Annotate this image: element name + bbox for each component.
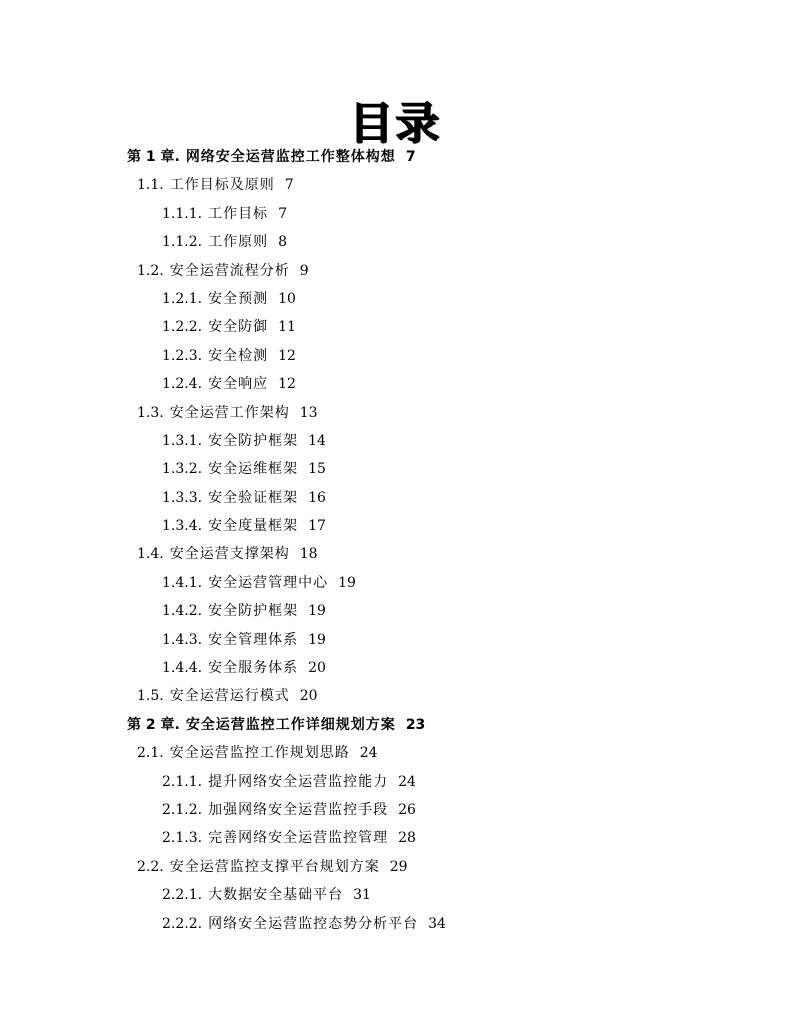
toc-entry[interactable] [0,853,791,881]
toc-entry-page-number: 28 [398,830,416,847]
toc-entry-page-number: 12 [278,376,296,393]
toc-entry-title: 安全运维框架 [208,461,299,478]
toc-entry-number: 第 1 章. [127,149,180,165]
toc-entry-number: 1.3. [137,404,164,421]
toc-entry-title: 安全防护框架 [208,603,299,620]
toc-entry-number: 2.1.2. [162,801,203,818]
toc-entry-number: 1.3.4. [162,518,203,535]
toc-entry-page-number: 16 [308,489,326,506]
table-of-contents [0,143,791,938]
toc-entry[interactable] [0,171,791,199]
toc-entry-page-number: 23 [405,716,426,733]
toc-entry-page-number: 31 [353,887,371,904]
toc-entry[interactable] [0,143,791,171]
toc-entry-page-number: 29 [389,858,408,875]
toc-entry-page-number: 15 [308,461,326,478]
toc-entry-number: 1.4.3. [162,631,203,648]
toc-entry-title: 安全响应 [208,376,269,393]
toc-entry-number: 2.2.1. [162,887,203,904]
toc-entry-title: 大数据安全基础平台 [208,887,344,904]
toc-entry[interactable] [0,484,791,512]
toc-entry-page-number: 18 [299,546,318,563]
toc-entry-number: 2.1.3. [162,830,203,847]
toc-entry-page-number: 12 [278,347,296,364]
toc-entry-number: 2.2. [137,858,164,875]
toc-entry[interactable] [0,313,791,341]
toc-entry-page-number: 7 [278,205,287,222]
toc-entry[interactable] [0,711,791,739]
toc-entry-number: 1.4.2. [162,603,203,620]
toc-entry-title: 安全运营流程分析 [169,262,290,279]
toc-entry-number: 1.5. [137,688,164,705]
toc-entry-title: 安全运营监控工作详细规划方案 [185,716,396,733]
toc-entry-page-number: 9 [299,262,309,279]
toc-entry-title: 安全检测 [208,347,269,364]
toc-entry-page-number: 8 [278,234,287,251]
toc-entry-title: 提升网络安全运营监控能力 [208,773,389,790]
toc-entry[interactable] [0,597,791,625]
toc-entry[interactable] [0,455,791,483]
toc-entry-number: 1.3.1. [162,432,203,449]
toc-entry-page-number: 26 [398,801,416,818]
toc-entry-number: 1.2. [137,262,164,279]
toc-entry-number: 1.2.2. [162,319,203,336]
toc-entry-number: 1.2.3. [162,347,203,364]
toc-entry-number: 1.2.1. [162,290,203,307]
toc-entry[interactable] [0,257,791,285]
toc-entry-number: 2.1.1. [162,773,203,790]
toc-entry-title: 安全管理体系 [208,631,299,648]
toc-entry-title: 工作目标 [208,205,269,222]
toc-entry-number: 1.1. [137,177,164,194]
toc-entry[interactable] [0,768,791,796]
toc-entry[interactable] [0,370,791,398]
toc-entry[interactable] [0,881,791,909]
toc-entry-title: 安全运营监控工作规划思路 [169,745,350,762]
toc-entry-title: 安全防御 [208,319,269,336]
toc-entry-page-number: 20 [299,688,318,705]
toc-entry-title: 网络安全运营监控工作整体构想 [185,149,396,165]
toc-entry-page-number: 7 [405,149,416,165]
toc-entry-page-number: 13 [299,404,318,421]
toc-entry[interactable] [0,626,791,654]
toc-entry-number: 2.2.2. [162,915,203,932]
toc-entry-page-number: 7 [284,177,294,194]
toc-entry-title: 安全运营管理中心 [208,574,329,591]
toc-entry[interactable] [0,569,791,597]
toc-entry-title: 安全服务体系 [208,660,299,677]
toc-entry[interactable] [0,512,791,540]
toc-entry-number: 1.3.2. [162,461,203,478]
toc-entry[interactable] [0,200,791,228]
toc-entry-number: 1.3.3. [162,489,203,506]
toc-entry-page-number: 24 [359,745,378,762]
toc-entry-title: 安全验证框架 [208,489,299,506]
toc-entry[interactable] [0,399,791,427]
toc-entry-title: 安全预测 [208,290,269,307]
toc-entry-number: 1.4. [137,546,164,563]
toc-entry[interactable] [0,654,791,682]
toc-entry-page-number: 24 [398,773,416,790]
page-title: 目录 [349,98,442,149]
toc-entry-number: 1.1.2. [162,234,203,251]
toc-entry[interactable] [0,796,791,824]
toc-entry-page-number: 14 [308,432,326,449]
toc-entry-page-number: 20 [308,660,326,677]
toc-entry[interactable] [0,910,791,938]
toc-entry-number: 1.4.4. [162,660,203,677]
toc-entry-title: 完善网络安全运营监控管理 [208,830,389,847]
toc-entry-title: 安全防护框架 [208,432,299,449]
toc-entry-title: 安全运营运行模式 [169,688,290,705]
toc-entry[interactable] [0,824,791,852]
toc-entry[interactable] [0,739,791,767]
toc-entry-number: 2.1. [137,745,164,762]
toc-entry-title: 加强网络安全运营监控手段 [208,801,389,818]
toc-entry-title: 安全运营监控支撑平台规划方案 [169,858,380,875]
toc-entry-title: 工作目标及原则 [169,177,275,194]
toc-entry[interactable] [0,427,791,455]
toc-entry[interactable] [0,342,791,370]
toc-entry-page-number: 10 [278,290,296,307]
toc-entry-page-number: 19 [338,574,356,591]
toc-entry-page-number: 19 [308,631,326,648]
toc-entry-page-number: 19 [308,603,326,620]
toc-entry-title: 网络安全运营监控态势分析平台 [208,915,419,932]
toc-entry-title: 安全度量框架 [208,518,299,535]
toc-entry-title: 工作原则 [208,234,269,251]
toc-entry[interactable] [0,682,791,710]
toc-entry[interactable] [0,285,791,313]
toc-entry-number: 1.1.1. [162,205,203,222]
toc-entry[interactable] [0,540,791,568]
toc-entry-title: 安全运营支撑架构 [169,546,290,563]
toc-entry-number: 1.4.1. [162,574,203,591]
toc-entry-page-number: 34 [428,915,446,932]
toc-entry-number: 1.2.4. [162,376,203,393]
toc-entry-page-number: 11 [278,319,296,336]
toc-entry[interactable] [0,228,791,256]
toc-entry-page-number: 17 [308,518,326,535]
toc-entry-number: 第 2 章. [127,716,180,733]
toc-entry-title: 安全运营工作架构 [169,404,290,421]
